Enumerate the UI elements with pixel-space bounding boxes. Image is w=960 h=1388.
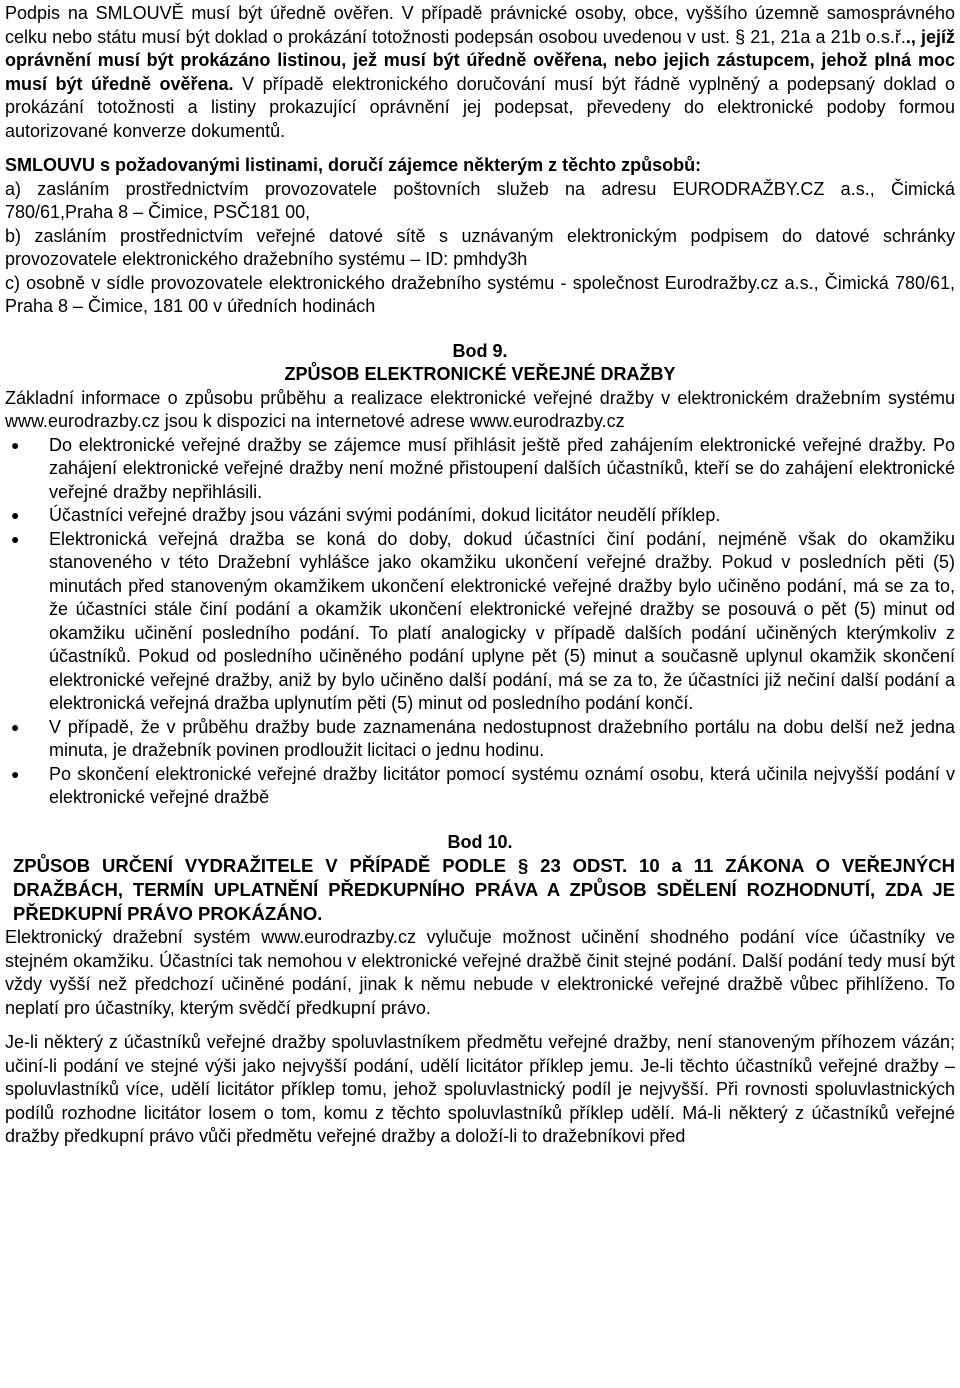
delivery-heading: SMLOUVU s požadovanými listinami, doručí zájemce některým z těchto způsobů: xyxy=(5,155,702,175)
list-item-text: Elektronická veřejná dražba se koná do doby, dokud účastníci činí podání, nejméně však do okamžiku stanoveného v této Dražební vyhlášce jako okamžiku ukončení veřejné dražby. Pokud v posledních pěti (5) minutách před stanoveným okamžikem ukončení elektronické veřejné dražby bylo učiněno podání, má se za to, že účastníci stále činí podání a okamžik ukončení elektronické veřejné dražby se posouvá o pět (5) minut od okamžiku učinění posledního podání. To platí analogicky v případě dalších podání učiněných kterýmkoliv z účastníků. Pokud od posledního učiněného podání uplyne pět (5) minut a současně uplynul okamžik skončení elektronické veřejné dražby, aniž by bylo učiněno další podání, má se za to, že účastníci již nečiní další podání a elektronická veřejná dražba uplynutím pěti (5) minut od posledního podání končí. xyxy=(49,528,955,713)
list-item xyxy=(5,434,955,505)
bullet-icon: ● xyxy=(11,507,20,523)
intro-bold-text: ., jejíž oprávnění musí být prokázáno listinou, jež musí být úředně ověřena, nebo jejich zástupcem, jehož plná moc musí být úředně ověřena. xyxy=(5,26,955,94)
list-item-text: V případě, že v průběhu dražby bude zaznamenána nedostupnost dražebního portálu na dobu delší než jedna minuta, je dražebník povinen prodloužit licitaci o jednu hodinu. xyxy=(49,716,955,760)
delivery-option-a: a) zasláním prostřednictvím provozovatele poštovních služeb na adresu EURODRAŽBY.CZ a.s., Čimická 780/61,Praha 8 – Čimice, PSČ181 00, xyxy=(5,178,955,222)
bod10-number: Bod 10. xyxy=(447,831,513,852)
list-item xyxy=(5,528,955,716)
bod10-title: ZPŮSOB URČENÍ VYDRAŽITELE V PŘÍPADĚ PODLE § 23 ODST. 10 a 11 ZÁKONA O VEŘEJNÝCH DRAŽBÁCH, TERMÍN UPLATNĚNÍ PŘEDKUPNÍHO PRÁVA A ZPŮSOB SDĚLENÍ ROZHODNUTÍ, ZDA JE PŘEDKUPNÍ PRÁVO PROKÁZÁNO. xyxy=(13,855,955,924)
bod10-paragraph-2: Je-li některý z účastníků veřejné dražby spoluvlastníkem předmětu veřejné dražby, není stanoveným příhozem vázán; učiní-li podání ve stejné výši jako nejvyšší podání, udělí licitátor příklep jemu. Je-li těchto účastníků veřejné dražby – spoluvlastníků více, udělí licitátor příklep tomu, jehož spoluvlastnický podíl je nejvyšší. Při rovnosti spoluvlastnických podílů rozhodne licitátor losem o tom, komu z těchto spoluvlastníků příklep udělí. Má-li některý z účastníků veřejné dražby předkupní právo vůči předmětu veřejné dražby a doloží-li to dražebníkovi před xyxy=(5,1032,955,1146)
bod9-number: Bod 9. xyxy=(452,340,508,361)
bullet-icon: ● xyxy=(11,530,20,547)
bod10-paragraph-1: Elektronický dražební systém www.eurodrazby.cz vylučuje možnost učinění shodného podání více účastníky ve stejném okamžiku. Účastníci tak nemohou v elektronické veřejné dražbě činit stejné podání. Další podání tedy musí být vždy vyšší než předchozí učiněné podání, jinak k němu nebude v elektronické veřejné dražbě vůbec přihlíženo. To neplatí pro účastníky, kterým svědčí předkupní právo. xyxy=(5,927,955,1018)
list-item-text: Po skončení elektronické veřejné dražby licitátor pomocí systému oznámí osobu, která učinila nejvyšší podání v elektronické veřejné dražbě xyxy=(49,763,955,807)
delivery-option-c: c) osobně v sídle provozovatele elektronického dražebního systému - společnost Eurodražby.cz a.s., Čimická 780/61, Praha 8 – Čimice, 181 00 v úředních hodinách xyxy=(5,272,955,316)
bod9-bullet-list xyxy=(5,434,955,810)
bullet-icon: ● xyxy=(11,765,20,782)
intro-tail-text: V případě elektronického doručování musí být řádně vyplněný a podepsaný doklad o prokázání totožnosti a listiny prokazující oprávnění jej podepsat, převedeny do elektronické podoby formou autorizované konverze dokumentů. xyxy=(5,73,955,141)
list-item-text: Do elektronické veřejné dražby se zájemce musí přihlásit ještě před zahájením elektronické veřejné dražby. Po zahájení elektronické veřejné dražby není možné přistoupení dalších účastníků, kteří se do zahájení elektronické veřejné dražby nepřihlásili. xyxy=(49,434,955,502)
bullet-icon: ● xyxy=(11,718,20,735)
list-item-text: Účastníci veřejné dražby jsou vázáni svými podáními, dokud licitátor neudělí příklep. xyxy=(49,505,721,525)
intro-paragraph xyxy=(5,2,955,143)
bullet-icon: ● xyxy=(11,436,20,453)
bod9-intro: Základní informace o způsobu průběhu a realizace elektronické veřejné dražby v elektronickém dražebním systému www.eurodrazby.cz jsou k dispozici na internetové adrese www.eurodrazby.cz xyxy=(5,387,955,431)
list-item xyxy=(5,763,955,810)
list-item xyxy=(5,504,955,528)
intro-text: Podpis na SMLOUVĚ musí být úředně ověřen. V případě právnické osoby, obce, vyššího územně samosprávného celku nebo státu musí být doklad o prokázání totožnosti podepsán osobou uvedenou v ust. § 21, 21a a 21b o.s.ř. xyxy=(5,3,955,47)
list-item xyxy=(5,716,955,763)
delivery-option-b: b) zasláním prostřednictvím veřejné datové sítě s uznávaným elektronickým podpisem do datové schránky provozovatele elektronického dražebního systému – ID: pmhdy3h xyxy=(5,225,955,269)
bod9-title: ZPŮSOB ELEKTRONICKÉ VEŘEJNÉ DRAŽBY xyxy=(284,364,676,384)
